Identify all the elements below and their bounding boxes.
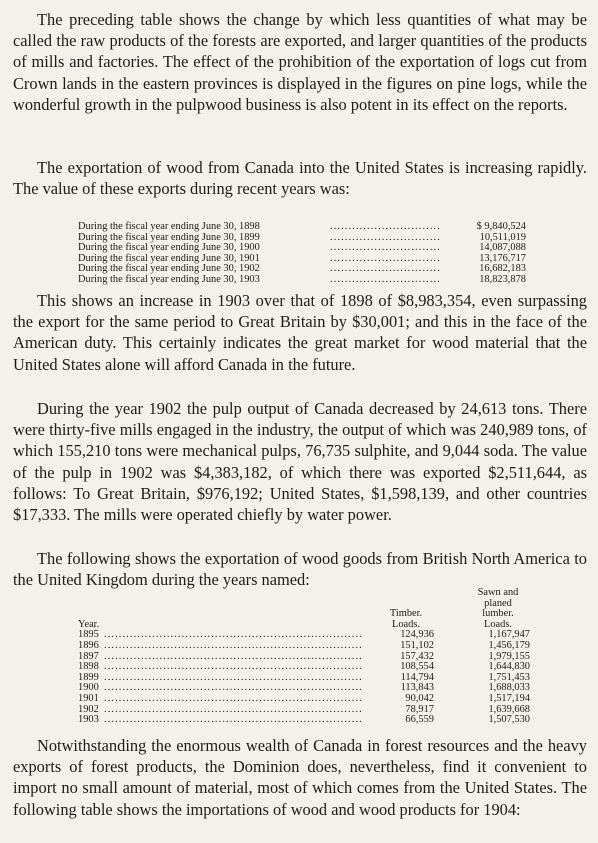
- leader-dots: ......................................................................: [104, 683, 363, 694]
- header-year: Year.: [78, 618, 100, 630]
- year-cell: 1898: [78, 661, 99, 673]
- row-label: During the fiscal year ending June 30, 1898: [78, 221, 260, 232]
- exports-us-table: [0, 222, 598, 288]
- row-label: During the fiscal year ending June 30, 1903: [78, 274, 260, 285]
- year-cell: 1895: [78, 629, 99, 641]
- sawn-cell: 1,507,530: [488, 714, 530, 726]
- timber-cell: 78,917: [405, 703, 434, 715]
- leader-dots: ......................................................................: [104, 662, 363, 673]
- table-row: [0, 715, 598, 726]
- header-timber-line1: Timber.: [389, 608, 423, 620]
- year-cell: 1899: [78, 671, 99, 683]
- leader-dots: ..............................: [330, 275, 441, 285]
- leader-dots: ......................................................................: [104, 704, 363, 715]
- leader-dots: ..............................: [330, 243, 441, 254]
- header-sawn-line4: Loads.: [484, 618, 512, 630]
- paragraph-increase-1903: This shows an increase in 1903 over that of 1898 of $8,983,354, even surpassing the export for the same period to Great Britain by $30,001; and this in the face of the American duty. This certainly indicates the great market for wood material that the United States alone will afford Canada in the future.: [13, 291, 587, 374]
- timber-cell: 108,554: [400, 661, 434, 673]
- year-cell: 1903: [78, 714, 99, 726]
- row-label: During the fiscal year ending June 30, 1900: [78, 242, 260, 254]
- sawn-cell: 1,644,830: [488, 661, 530, 673]
- row-value: 18,823,878: [479, 274, 526, 285]
- sawn-cell: 1,456,179: [488, 640, 530, 651]
- sawn-cell: 1,639,668: [488, 703, 530, 715]
- paragraph-exportation-us: The exportation of wood from Canada into the United States is increasing rapidly. The value of these exports during recent years was:: [13, 158, 587, 199]
- sawn-cell: 1,167,947: [488, 629, 530, 641]
- paragraph-imports: Notwithstanding the enormous wealth of Canada in forest resources and the heavy exports of forest products, the Dominion does, nevertheless, find it convenient to import no small amount of material, most of which comes from the United States. The following table shows the importations of wood and wood products for 1904:: [13, 736, 587, 819]
- leader-dots: ......................................................................: [104, 641, 363, 651]
- paragraph-pulp-output: During the year 1902 the pulp output of Canada decreased by 24,613 tons. There were thirty-five mills engaged in the industry, the output of which was 240,989 tons, of which 155,210 tons were mechanical pulps, 76,735 sulphite, and 9,044 soda. The value of the pulp in 1902 was $4,383,182, of which there was exported $2,511,644, as follows: To Great Britain, $976,192; United States, $1,598,139, and other countries $17,333. The mills were operated chiefly by water power.: [13, 399, 587, 525]
- sawn-cell: 1,751,453: [488, 671, 530, 683]
- sawn-cell: 1,688,033: [488, 682, 530, 694]
- row-label: During the fiscal year ending June 30, 1899: [78, 231, 260, 243]
- year-cell: 1897: [78, 650, 99, 662]
- header-timber-line2: Loads.: [392, 618, 420, 630]
- row-value: 13,176,717: [479, 252, 526, 264]
- timber-cell: 90,042: [405, 693, 434, 704]
- row-label: During the fiscal year ending June 30, 1902: [78, 263, 260, 275]
- year-cell: 1901: [78, 693, 99, 704]
- leader-dots: ......................................................................: [104, 715, 363, 726]
- leader-dots: ......................................................................: [104, 651, 363, 662]
- header-sawn-line2: planed: [484, 597, 512, 609]
- timber-cell: 114,794: [400, 671, 434, 683]
- leader-dots: ..............................: [330, 253, 441, 264]
- timber-cell: 151,102: [400, 640, 434, 651]
- leader-dots: ......................................................................: [104, 672, 363, 683]
- leader-dots: ..............................: [330, 232, 441, 243]
- year-cell: 1902: [78, 703, 99, 715]
- paragraph-uk-exports-intro: The following shows the exportation of wood goods from British North America to the United Kingdom during the years named:: [13, 549, 587, 590]
- header-sawn-line3: lumber.: [482, 608, 514, 620]
- row-value: 16,682,183: [479, 263, 526, 275]
- row-value: 14,087,088: [479, 242, 526, 254]
- timber-cell: 157,432: [400, 650, 434, 662]
- paragraph-preceding-table: The preceding table shows the change by which less quantities of what may be called the raw products of the forests are exported, and larger quantities of the products of mills and factories. The effect of the prohibition of the exportation of logs cut from Crown lands in the eastern provinces is displayed in the figures on pine logs, while the wonderful growth in the pulpwood business is also potent in its effect on the reports.: [13, 10, 587, 114]
- uk-exports-table: [0, 588, 598, 730]
- leader-dots: ..............................: [330, 264, 441, 275]
- row-value: 10,511,019: [479, 231, 526, 243]
- row-label: During the fiscal year ending June 30, 1901: [78, 252, 260, 264]
- leader-dots: ......................................................................: [104, 694, 363, 704]
- timber-cell: 66,559: [405, 714, 434, 726]
- timber-cell: 124,936: [400, 629, 434, 641]
- year-cell: 1896: [78, 640, 99, 651]
- sawn-cell: 1,517,194: [488, 693, 530, 704]
- leader-dots: ..............................: [330, 222, 441, 232]
- leader-dots: ......................................................................: [104, 630, 363, 641]
- year-cell: 1900: [78, 682, 99, 694]
- row-value: $ 9,840,524: [476, 221, 526, 232]
- header-sawn-line1: Sawn and: [477, 587, 519, 598]
- sawn-cell: 1,979,155: [488, 650, 530, 662]
- timber-cell: 113,843: [400, 682, 434, 694]
